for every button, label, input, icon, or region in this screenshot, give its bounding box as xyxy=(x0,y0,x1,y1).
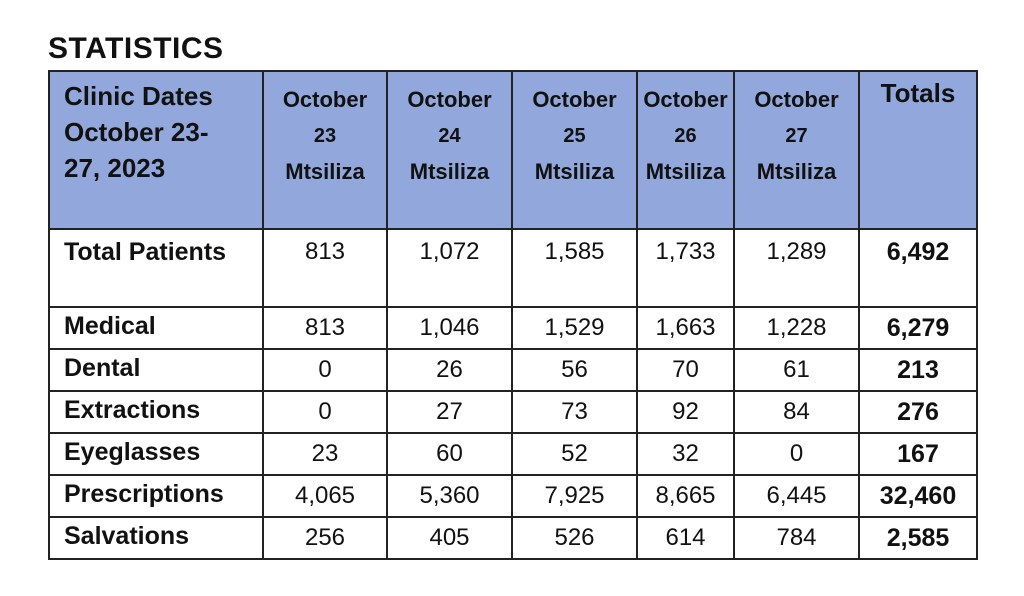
table-cell: 256 xyxy=(263,517,387,559)
table-cell: 70 xyxy=(637,349,734,391)
table-cell: 405 xyxy=(387,517,512,559)
table-cell: 7,925 xyxy=(512,475,637,517)
row-total: 2,585 xyxy=(859,517,977,559)
statistics-table xyxy=(48,70,978,560)
table-cell: 0 xyxy=(263,391,387,433)
day-month: October xyxy=(532,87,617,112)
row-label: Eyeglasses xyxy=(49,433,263,475)
day-number: 26 xyxy=(674,125,697,147)
table-cell: 0 xyxy=(263,349,387,391)
day-number: 23 xyxy=(313,125,337,147)
clinic-dates-line-2: October 23- xyxy=(64,117,209,147)
day-place: Mtsiliza xyxy=(756,159,837,184)
table-cell: 813 xyxy=(263,229,387,307)
day-header-4 xyxy=(637,71,734,229)
table-row-extractions xyxy=(49,391,977,433)
table-cell: 1,733 xyxy=(637,229,734,307)
table-cell: 26 xyxy=(387,349,512,391)
day-place: Mtsiliza xyxy=(409,159,490,184)
clinic-dates-line-3: 27, 2023 xyxy=(64,153,166,183)
row-label: Salvations xyxy=(49,517,263,559)
table-row-total-patients xyxy=(49,229,977,307)
table-row-prescriptions xyxy=(49,475,977,517)
row-label: Dental xyxy=(49,349,263,391)
row-label: Prescriptions xyxy=(49,475,263,517)
day-month: October xyxy=(643,87,728,112)
table-cell: 73 xyxy=(512,391,637,433)
table-cell: 8,665 xyxy=(637,475,734,517)
row-label: Total Patients xyxy=(49,229,263,307)
day-month: October xyxy=(407,87,492,112)
table-cell: 614 xyxy=(637,517,734,559)
day-header-1 xyxy=(263,71,387,229)
clinic-dates-line-1: Clinic Dates xyxy=(64,81,213,111)
table-row-dental xyxy=(49,349,977,391)
row-label: Medical xyxy=(49,307,263,349)
table-cell: 27 xyxy=(387,391,512,433)
day-number: 25 xyxy=(563,125,586,147)
row-total: 32,460 xyxy=(859,475,977,517)
day-place: Mtsiliza xyxy=(534,159,615,184)
table-cell: 4,065 xyxy=(263,475,387,517)
table-cell: 784 xyxy=(734,517,859,559)
day-month: October xyxy=(754,87,839,112)
table-cell: 1,663 xyxy=(637,307,734,349)
day-place: Mtsiliza xyxy=(645,159,726,184)
row-total: 276 xyxy=(859,391,977,433)
page-title: STATISTICS xyxy=(48,32,224,65)
row-label: Extractions xyxy=(49,391,263,433)
day-header-3 xyxy=(512,71,637,229)
table-cell: 92 xyxy=(637,391,734,433)
table-cell: 1,289 xyxy=(734,229,859,307)
row-total: 167 xyxy=(859,433,977,475)
table-cell: 526 xyxy=(512,517,637,559)
table-cell: 32 xyxy=(637,433,734,475)
day-header-5 xyxy=(734,71,859,229)
table-cell: 1,228 xyxy=(734,307,859,349)
row-total: 6,279 xyxy=(859,307,977,349)
table-cell: 1,585 xyxy=(512,229,637,307)
table-row-salvations xyxy=(49,517,977,559)
table-cell: 1,529 xyxy=(512,307,637,349)
table-cell: 5,360 xyxy=(387,475,512,517)
header-row xyxy=(49,71,977,229)
table-cell: 56 xyxy=(512,349,637,391)
row-total: 213 xyxy=(859,349,977,391)
totals-header: Totals xyxy=(859,71,977,229)
table-row-eyeglasses xyxy=(49,433,977,475)
day-place: Mtsiliza xyxy=(285,159,365,184)
table-row-medical xyxy=(49,307,977,349)
table-cell: 1,072 xyxy=(387,229,512,307)
table-cell: 0 xyxy=(734,433,859,475)
table-cell: 60 xyxy=(387,433,512,475)
table-cell: 61 xyxy=(734,349,859,391)
table-cell: 6,445 xyxy=(734,475,859,517)
table-cell: 813 xyxy=(263,307,387,349)
row-total: 6,492 xyxy=(859,229,977,307)
table-cell: 23 xyxy=(263,433,387,475)
table-cell: 84 xyxy=(734,391,859,433)
table-cell: 52 xyxy=(512,433,637,475)
clinic-dates-header xyxy=(49,71,263,229)
day-number: 27 xyxy=(785,125,808,147)
day-number: 24 xyxy=(438,125,461,147)
day-month: October xyxy=(282,87,368,112)
table-cell: 1,046 xyxy=(387,307,512,349)
day-header-2 xyxy=(387,71,512,229)
